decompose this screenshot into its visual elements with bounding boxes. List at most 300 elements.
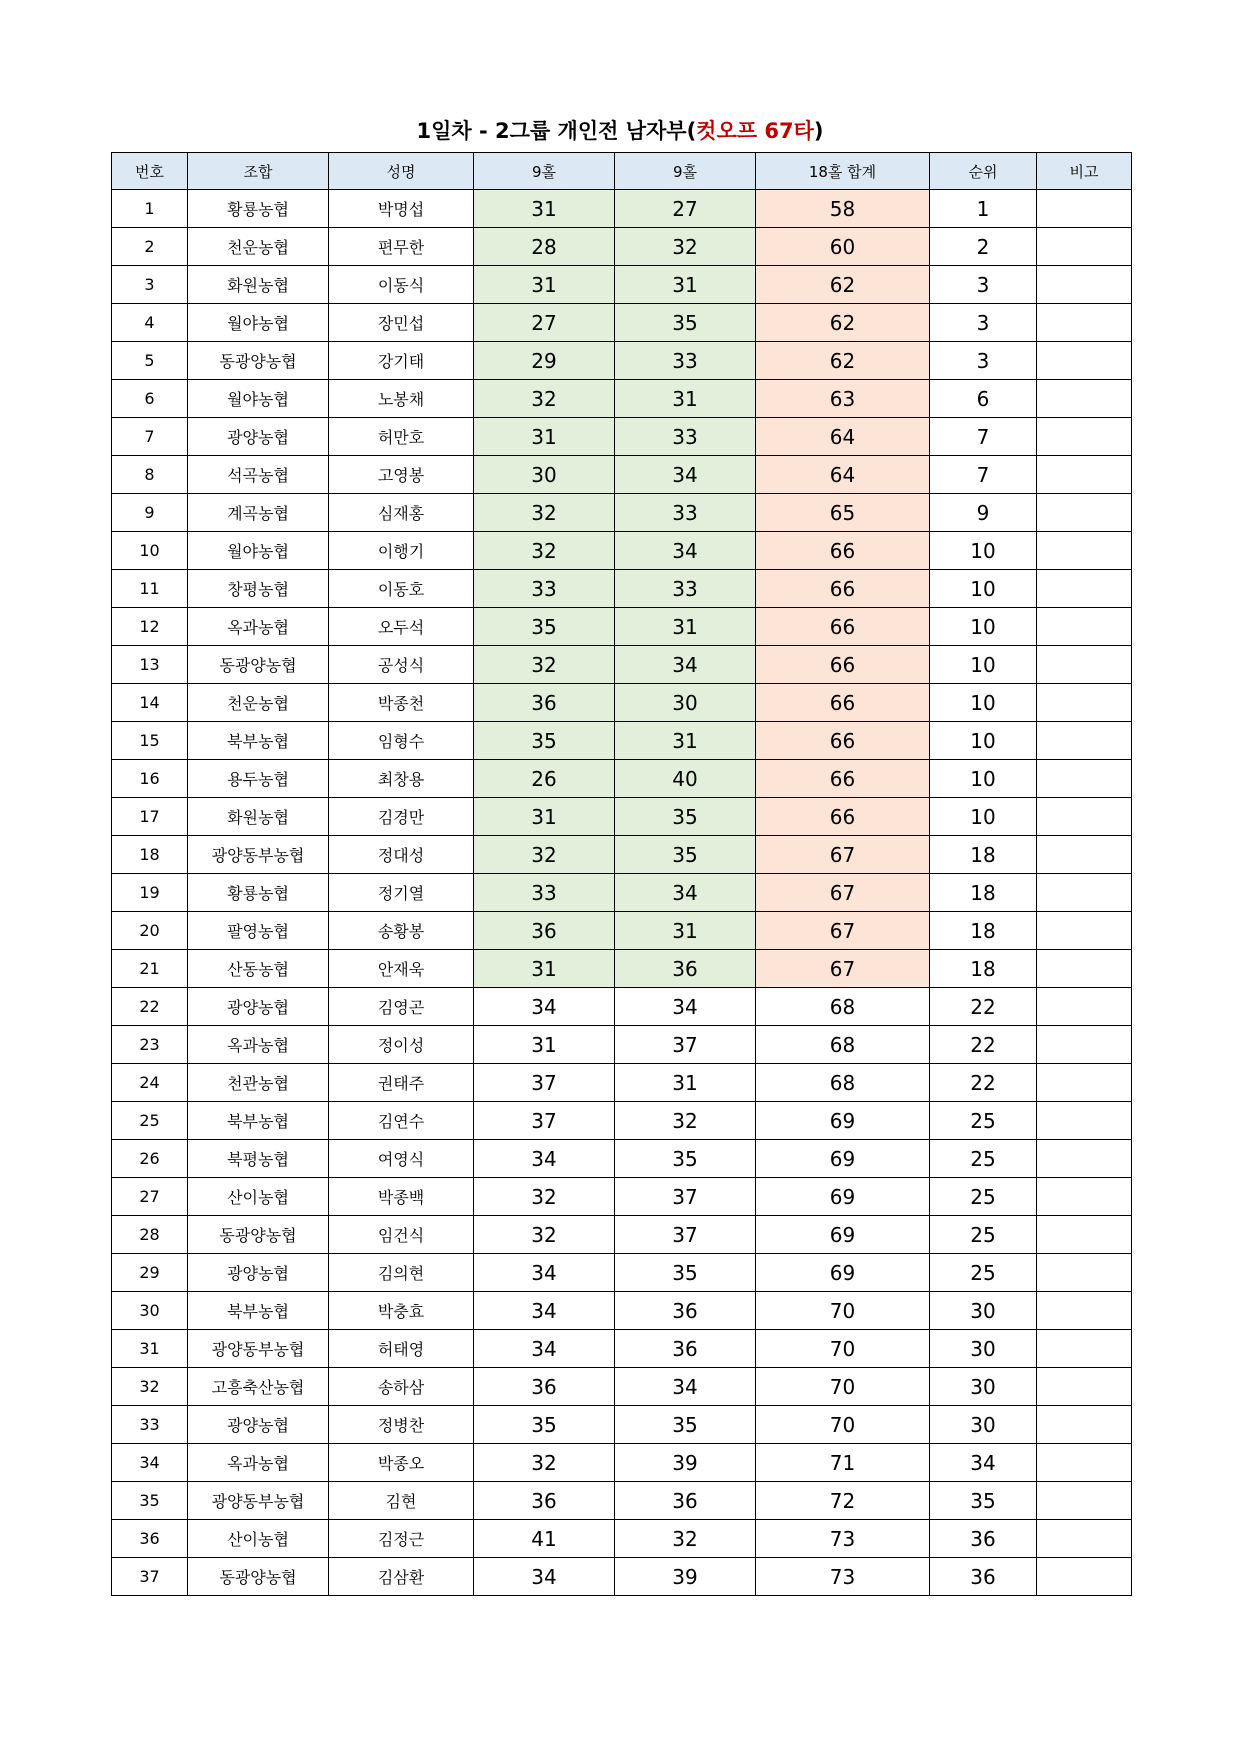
cell-note <box>1037 1026 1132 1064</box>
cell-total: 60 <box>756 228 930 266</box>
cell-name: 최창용 <box>329 760 474 798</box>
cell-total: 58 <box>756 190 930 228</box>
cell-note <box>1037 798 1132 836</box>
cell-front-nine: 31 <box>474 950 615 988</box>
cell-back-nine: 35 <box>615 1254 756 1292</box>
cell-rank: 18 <box>930 874 1037 912</box>
cell-name: 김연수 <box>329 1102 474 1140</box>
cell-note <box>1037 418 1132 456</box>
cell-note <box>1037 874 1132 912</box>
cell-union: 옥과농협 <box>188 608 329 646</box>
cell-rank: 10 <box>930 684 1037 722</box>
cell-rank: 3 <box>930 304 1037 342</box>
cell-number: 19 <box>112 874 188 912</box>
cell-name: 박종천 <box>329 684 474 722</box>
cell-name: 정기열 <box>329 874 474 912</box>
cell-note <box>1037 494 1132 532</box>
cell-name: 임건식 <box>329 1216 474 1254</box>
cell-front-nine: 31 <box>474 418 615 456</box>
cell-note <box>1037 722 1132 760</box>
cell-name: 고영봉 <box>329 456 474 494</box>
cell-note <box>1037 988 1132 1026</box>
cell-number: 6 <box>112 380 188 418</box>
cell-total: 62 <box>756 304 930 342</box>
cell-number: 3 <box>112 266 188 304</box>
cell-name: 정이성 <box>329 1026 474 1064</box>
table-row <box>112 1520 1132 1558</box>
cell-name: 송하삼 <box>329 1368 474 1406</box>
cell-note <box>1037 950 1132 988</box>
cell-rank: 9 <box>930 494 1037 532</box>
cell-back-nine: 35 <box>615 798 756 836</box>
cell-back-nine: 30 <box>615 684 756 722</box>
cell-union: 산동농협 <box>188 950 329 988</box>
cell-rank: 6 <box>930 380 1037 418</box>
cell-front-nine: 32 <box>474 380 615 418</box>
cell-total: 70 <box>756 1406 930 1444</box>
cell-back-nine: 33 <box>615 342 756 380</box>
cell-number: 15 <box>112 722 188 760</box>
cell-rank: 10 <box>930 570 1037 608</box>
cell-note <box>1037 1368 1132 1406</box>
table-row <box>112 266 1132 304</box>
cell-back-nine: 32 <box>615 228 756 266</box>
cell-number: 8 <box>112 456 188 494</box>
cell-note <box>1037 1558 1132 1596</box>
cell-number: 2 <box>112 228 188 266</box>
score-table <box>111 152 1132 1596</box>
cell-name: 박충효 <box>329 1292 474 1330</box>
cell-rank: 3 <box>930 342 1037 380</box>
cell-name: 여영식 <box>329 1140 474 1178</box>
table-row <box>112 646 1132 684</box>
cell-union: 광양동부농협 <box>188 1330 329 1368</box>
cell-name: 김현 <box>329 1482 474 1520</box>
cell-number: 22 <box>112 988 188 1026</box>
cell-total: 68 <box>756 1064 930 1102</box>
table-row <box>112 988 1132 1026</box>
cell-back-nine: 37 <box>615 1026 756 1064</box>
cell-number: 37 <box>112 1558 188 1596</box>
cell-total: 70 <box>756 1330 930 1368</box>
cell-front-nine: 36 <box>474 1482 615 1520</box>
cell-note <box>1037 1140 1132 1178</box>
cell-name: 박명섭 <box>329 190 474 228</box>
cell-note <box>1037 1064 1132 1102</box>
cell-rank: 10 <box>930 532 1037 570</box>
cell-front-nine: 34 <box>474 1558 615 1596</box>
table-row <box>112 1026 1132 1064</box>
cell-union: 광양농협 <box>188 418 329 456</box>
cell-back-nine: 31 <box>615 380 756 418</box>
title-close: ) <box>813 119 824 143</box>
cell-back-nine: 34 <box>615 1368 756 1406</box>
table-row <box>112 1558 1132 1596</box>
header-name: 성명 <box>329 153 474 190</box>
cell-note <box>1037 1216 1132 1254</box>
cell-number: 9 <box>112 494 188 532</box>
cell-rank: 30 <box>930 1368 1037 1406</box>
cell-rank: 36 <box>930 1558 1037 1596</box>
cell-rank: 30 <box>930 1406 1037 1444</box>
table-row <box>112 1254 1132 1292</box>
cell-rank: 1 <box>930 190 1037 228</box>
cell-name: 박종오 <box>329 1444 474 1482</box>
cell-total: 72 <box>756 1482 930 1520</box>
cell-union: 팔영농협 <box>188 912 329 950</box>
cell-name: 김영곤 <box>329 988 474 1026</box>
table-row <box>112 494 1132 532</box>
cell-number: 7 <box>112 418 188 456</box>
cell-back-nine: 39 <box>615 1444 756 1482</box>
table-row <box>112 874 1132 912</box>
cell-number: 30 <box>112 1292 188 1330</box>
cell-total: 65 <box>756 494 930 532</box>
cell-rank: 25 <box>930 1102 1037 1140</box>
cell-total: 64 <box>756 456 930 494</box>
cell-number: 24 <box>112 1064 188 1102</box>
cell-back-nine: 31 <box>615 722 756 760</box>
cell-front-nine: 30 <box>474 456 615 494</box>
cell-front-nine: 35 <box>474 722 615 760</box>
cell-note <box>1037 1444 1132 1482</box>
cell-number: 10 <box>112 532 188 570</box>
cell-back-nine: 35 <box>615 1140 756 1178</box>
cell-back-nine: 40 <box>615 760 756 798</box>
cell-rank: 35 <box>930 1482 1037 1520</box>
table-row <box>112 570 1132 608</box>
cell-front-nine: 26 <box>474 760 615 798</box>
cell-number: 17 <box>112 798 188 836</box>
cell-union: 동광양농협 <box>188 1558 329 1596</box>
table-row <box>112 950 1132 988</box>
cell-back-nine: 32 <box>615 1102 756 1140</box>
cell-number: 36 <box>112 1520 188 1558</box>
cell-name: 허만호 <box>329 418 474 456</box>
cell-number: 31 <box>112 1330 188 1368</box>
table-row <box>112 608 1132 646</box>
cell-total: 66 <box>756 608 930 646</box>
cell-note <box>1037 190 1132 228</box>
cell-total: 64 <box>756 418 930 456</box>
cell-back-nine: 36 <box>615 1482 756 1520</box>
cell-note <box>1037 380 1132 418</box>
table-row <box>112 1330 1132 1368</box>
cell-back-nine: 34 <box>615 532 756 570</box>
cell-name: 오두석 <box>329 608 474 646</box>
table-row <box>112 190 1132 228</box>
table-row <box>112 456 1132 494</box>
cell-name: 이행기 <box>329 532 474 570</box>
cell-number: 18 <box>112 836 188 874</box>
cell-total: 67 <box>756 874 930 912</box>
cell-rank: 25 <box>930 1254 1037 1292</box>
cell-back-nine: 34 <box>615 874 756 912</box>
cell-note <box>1037 1330 1132 1368</box>
cell-front-nine: 32 <box>474 494 615 532</box>
cell-front-nine: 34 <box>474 1254 615 1292</box>
cell-union: 화원농협 <box>188 798 329 836</box>
cell-number: 14 <box>112 684 188 722</box>
cell-total: 68 <box>756 1026 930 1064</box>
cell-total: 70 <box>756 1292 930 1330</box>
cell-union: 광양동부농협 <box>188 836 329 874</box>
cell-front-nine: 32 <box>474 836 615 874</box>
cell-name: 노봉채 <box>329 380 474 418</box>
cell-name: 김정근 <box>329 1520 474 1558</box>
cell-total: 66 <box>756 722 930 760</box>
table-row <box>112 684 1132 722</box>
table-row <box>112 342 1132 380</box>
cell-total: 73 <box>756 1520 930 1558</box>
cell-number: 13 <box>112 646 188 684</box>
cell-back-nine: 31 <box>615 912 756 950</box>
cell-front-nine: 32 <box>474 646 615 684</box>
cell-union: 북부농협 <box>188 1292 329 1330</box>
cell-total: 66 <box>756 646 930 684</box>
cell-front-nine: 33 <box>474 874 615 912</box>
cell-note <box>1037 304 1132 342</box>
cell-total: 62 <box>756 342 930 380</box>
cell-rank: 3 <box>930 266 1037 304</box>
table-row <box>112 1482 1132 1520</box>
cell-back-nine: 33 <box>615 494 756 532</box>
table-row <box>112 1216 1132 1254</box>
cell-union: 고흥축산농협 <box>188 1368 329 1406</box>
table-header-row <box>112 153 1132 190</box>
cell-name: 심재홍 <box>329 494 474 532</box>
cell-rank: 34 <box>930 1444 1037 1482</box>
cell-note <box>1037 342 1132 380</box>
cell-rank: 30 <box>930 1292 1037 1330</box>
cell-note <box>1037 836 1132 874</box>
cell-number: 28 <box>112 1216 188 1254</box>
table-row <box>112 912 1132 950</box>
table-row <box>112 1102 1132 1140</box>
table-row <box>112 798 1132 836</box>
cell-rank: 10 <box>930 646 1037 684</box>
cell-union: 월야농협 <box>188 532 329 570</box>
cell-number: 34 <box>112 1444 188 1482</box>
cell-note <box>1037 1406 1132 1444</box>
cell-name: 이동호 <box>329 570 474 608</box>
cell-total: 69 <box>756 1102 930 1140</box>
cell-name: 박종백 <box>329 1178 474 1216</box>
cell-name: 권태주 <box>329 1064 474 1102</box>
cell-number: 4 <box>112 304 188 342</box>
cell-union: 동광양농협 <box>188 1216 329 1254</box>
cell-front-nine: 35 <box>474 1406 615 1444</box>
table-row <box>112 1064 1132 1102</box>
cell-front-nine: 36 <box>474 912 615 950</box>
cell-name: 김삼환 <box>329 1558 474 1596</box>
cell-back-nine: 36 <box>615 950 756 988</box>
table-row <box>112 228 1132 266</box>
cell-number: 21 <box>112 950 188 988</box>
cell-number: 25 <box>112 1102 188 1140</box>
cell-note <box>1037 1292 1132 1330</box>
cell-union: 옥과농협 <box>188 1026 329 1064</box>
cell-rank: 25 <box>930 1140 1037 1178</box>
cell-note <box>1037 1482 1132 1520</box>
cell-total: 69 <box>756 1140 930 1178</box>
table-body <box>112 190 1132 1596</box>
cell-back-nine: 33 <box>615 570 756 608</box>
cell-note <box>1037 646 1132 684</box>
cell-name: 편무한 <box>329 228 474 266</box>
cell-note <box>1037 266 1132 304</box>
table-row <box>112 1406 1132 1444</box>
cell-union: 산이농협 <box>188 1178 329 1216</box>
cell-rank: 25 <box>930 1216 1037 1254</box>
cell-rank: 18 <box>930 950 1037 988</box>
cell-total: 69 <box>756 1254 930 1292</box>
cell-note <box>1037 912 1132 950</box>
cell-union: 북평농협 <box>188 1140 329 1178</box>
cell-total: 66 <box>756 570 930 608</box>
page-title <box>110 116 1130 146</box>
cell-front-nine: 37 <box>474 1064 615 1102</box>
table-row <box>112 1292 1132 1330</box>
cell-front-nine: 32 <box>474 1178 615 1216</box>
cell-back-nine: 35 <box>615 1406 756 1444</box>
cell-back-nine: 33 <box>615 418 756 456</box>
cell-back-nine: 36 <box>615 1292 756 1330</box>
cell-back-nine: 37 <box>615 1178 756 1216</box>
table-row <box>112 418 1132 456</box>
cell-union: 천관농협 <box>188 1064 329 1102</box>
cell-name: 정대성 <box>329 836 474 874</box>
cell-rank: 18 <box>930 836 1037 874</box>
cell-total: 66 <box>756 798 930 836</box>
header-number: 번호 <box>112 153 188 190</box>
cell-front-nine: 34 <box>474 1292 615 1330</box>
cell-rank: 10 <box>930 722 1037 760</box>
cell-number: 35 <box>112 1482 188 1520</box>
cell-front-nine: 32 <box>474 1216 615 1254</box>
cell-number: 11 <box>112 570 188 608</box>
cell-number: 32 <box>112 1368 188 1406</box>
table-row <box>112 532 1132 570</box>
cell-name: 이동식 <box>329 266 474 304</box>
cell-front-nine: 28 <box>474 228 615 266</box>
cell-number: 33 <box>112 1406 188 1444</box>
cell-total: 73 <box>756 1558 930 1596</box>
cell-union: 계곡농협 <box>188 494 329 532</box>
cell-note <box>1037 570 1132 608</box>
title-main: 1일차 - 2그룹 개인전 남자부( <box>416 119 697 143</box>
cell-back-nine: 31 <box>615 608 756 646</box>
cell-rank: 10 <box>930 608 1037 646</box>
cell-front-nine: 32 <box>474 532 615 570</box>
cell-note <box>1037 1102 1132 1140</box>
cell-back-nine: 34 <box>615 988 756 1026</box>
cell-front-nine: 32 <box>474 1444 615 1482</box>
cell-rank: 22 <box>930 1026 1037 1064</box>
cell-back-nine: 37 <box>615 1216 756 1254</box>
cell-back-nine: 39 <box>615 1558 756 1596</box>
cell-union: 광양농협 <box>188 1254 329 1292</box>
cell-front-nine: 41 <box>474 1520 615 1558</box>
header-total: 18홀 합계 <box>756 153 930 190</box>
cell-front-nine: 36 <box>474 1368 615 1406</box>
cell-back-nine: 27 <box>615 190 756 228</box>
table-row <box>112 1368 1132 1406</box>
cell-rank: 25 <box>930 1178 1037 1216</box>
cell-rank: 18 <box>930 912 1037 950</box>
cell-total: 67 <box>756 836 930 874</box>
cell-note <box>1037 608 1132 646</box>
cell-union: 석곡농협 <box>188 456 329 494</box>
header-front-nine: 9홀 <box>474 153 615 190</box>
cell-union: 천운농협 <box>188 684 329 722</box>
cell-note <box>1037 532 1132 570</box>
cell-union: 화원농협 <box>188 266 329 304</box>
cell-union: 창평농협 <box>188 570 329 608</box>
cell-union: 월야농협 <box>188 304 329 342</box>
cell-note <box>1037 228 1132 266</box>
cell-rank: 7 <box>930 456 1037 494</box>
cell-rank: 22 <box>930 1064 1037 1102</box>
cell-front-nine: 35 <box>474 608 615 646</box>
cell-name: 정병찬 <box>329 1406 474 1444</box>
cell-total: 66 <box>756 760 930 798</box>
cell-total: 69 <box>756 1216 930 1254</box>
cell-union: 황룡농협 <box>188 874 329 912</box>
cell-back-nine: 34 <box>615 646 756 684</box>
cell-front-nine: 27 <box>474 304 615 342</box>
cell-back-nine: 31 <box>615 1064 756 1102</box>
cell-total: 71 <box>756 1444 930 1482</box>
cell-number: 23 <box>112 1026 188 1064</box>
cell-total: 63 <box>756 380 930 418</box>
header-note: 비고 <box>1037 153 1132 190</box>
cell-note <box>1037 456 1132 494</box>
cell-total: 66 <box>756 532 930 570</box>
cell-front-nine: 31 <box>474 266 615 304</box>
cell-number: 16 <box>112 760 188 798</box>
cell-union: 옥과농협 <box>188 1444 329 1482</box>
cell-number: 29 <box>112 1254 188 1292</box>
cell-union: 광양농협 <box>188 988 329 1026</box>
cell-name: 장민섭 <box>329 304 474 342</box>
cell-number: 26 <box>112 1140 188 1178</box>
table-row <box>112 836 1132 874</box>
cell-number: 27 <box>112 1178 188 1216</box>
cell-total: 69 <box>756 1178 930 1216</box>
cell-name: 강기태 <box>329 342 474 380</box>
cell-number: 5 <box>112 342 188 380</box>
cell-front-nine: 36 <box>474 684 615 722</box>
cell-union: 월야농협 <box>188 380 329 418</box>
cell-union: 용두농협 <box>188 760 329 798</box>
cell-union: 황룡농협 <box>188 190 329 228</box>
cell-rank: 10 <box>930 760 1037 798</box>
cell-front-nine: 31 <box>474 1026 615 1064</box>
cell-name: 임형수 <box>329 722 474 760</box>
cell-union: 북부농협 <box>188 1102 329 1140</box>
cell-front-nine: 34 <box>474 1140 615 1178</box>
table-row <box>112 1178 1132 1216</box>
cell-number: 20 <box>112 912 188 950</box>
cell-number: 1 <box>112 190 188 228</box>
cell-back-nine: 36 <box>615 1330 756 1368</box>
cell-number: 12 <box>112 608 188 646</box>
cell-rank: 10 <box>930 798 1037 836</box>
cell-name: 김경만 <box>329 798 474 836</box>
table-row <box>112 304 1132 342</box>
cell-note <box>1037 1520 1132 1558</box>
